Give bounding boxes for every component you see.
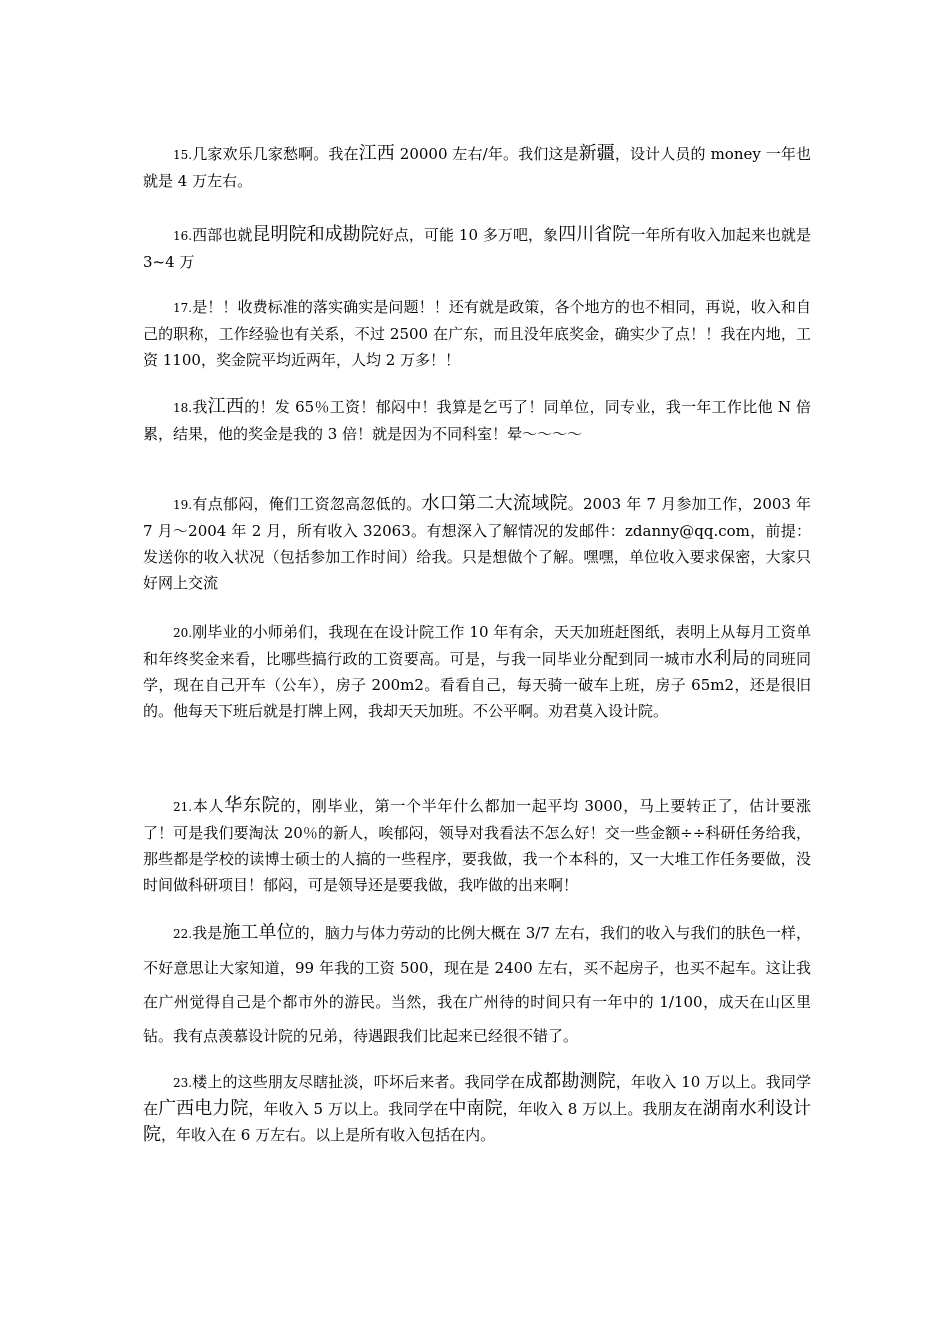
post-number: 16. bbox=[173, 229, 193, 243]
post-text: 一年所有收入加起来也就是 3~4 万 bbox=[143, 226, 811, 271]
highlight-institute: 水利局 bbox=[694, 648, 750, 669]
highlight-place: 江西 bbox=[207, 396, 245, 417]
post-22 bbox=[143, 916, 811, 1053]
post-text: ，年收入 8 万以上。我朋友在 bbox=[502, 1100, 703, 1118]
post-15 bbox=[143, 141, 811, 194]
post-19 bbox=[143, 491, 811, 596]
highlight-institute: 水口第二大流域院 bbox=[421, 493, 568, 514]
post-text: 我是 bbox=[192, 924, 223, 942]
highlight-institute: 四川省院 bbox=[558, 224, 631, 245]
highlight-institute: 昆明院和成勘院 bbox=[252, 224, 379, 245]
post-text: 好点，可能 10 多万吧，象 bbox=[378, 226, 559, 244]
post-text: 我 bbox=[192, 398, 208, 416]
highlight-place: 新疆 bbox=[578, 143, 615, 164]
post-number: 17. bbox=[173, 301, 193, 315]
post-17 bbox=[143, 294, 811, 373]
post-text: 20000 左右/年。我们这是 bbox=[394, 145, 579, 163]
post-number: 20. bbox=[173, 626, 193, 640]
post-16 bbox=[143, 222, 811, 275]
post-text: 本人 bbox=[192, 797, 225, 815]
highlight-institute: 施工单位 bbox=[222, 922, 295, 943]
post-text: 的！发 65％工资！郁闷中！我算是乞丐了！同单位，同专业，我一年工作比他 N 倍累，结果，他的奖金是我的 3 倍！就是因为不同科室！晕～～～～ bbox=[143, 398, 811, 443]
highlight-institute: 湖南水利设计院 bbox=[143, 1098, 811, 1145]
post-text: 有点郁闷，俺们工资忽高忽低的。 bbox=[192, 495, 422, 513]
post-text: ，年收入 5 万以上。我同学在 bbox=[248, 1100, 449, 1118]
post-text: 西部也就 bbox=[192, 226, 253, 244]
post-text: 的，脑力与体力劳动的比例大概在 3/7 左右，我们的收入与我们的肤色一样，不好意思让大家知道，99 年我的工资 500，现在是 2400 左右，买不起房子，也买不起车。这让我在广州觉得自己是个都市外的游民。当然，我在广州待的时间只有一年中的 1/100，成天在山区里钻。我有点羡慕设计院的兄弟，待遇跟我们比起来已经很不错了。 bbox=[143, 924, 811, 1045]
highlight-institute: 华东院 bbox=[224, 795, 281, 816]
post-number: 19. bbox=[173, 498, 193, 512]
post-text: 几家欢乐几家愁啊。我在 bbox=[192, 145, 359, 163]
highlight-institute: 广西电力院 bbox=[158, 1098, 249, 1119]
post-text: ，年收入在 6 万左右。以上是所有收入包括在内。 bbox=[161, 1126, 496, 1144]
post-number: 18. bbox=[173, 401, 193, 415]
post-number: 23. bbox=[173, 1076, 193, 1090]
post-text: 的同班同学，现在自己开车（公车），房子 200m2。看看自己，每天骑一破车上班，房子 65m2，还是很旧的。他每天下班后就是打牌上网，我却天天加班。不公平啊。劝君莫入设计院。 bbox=[143, 650, 811, 720]
post-text: 楼上的这些朋友尽瞎扯淡，吓坏后来者。我同学在 bbox=[192, 1073, 526, 1091]
post-23 bbox=[143, 1069, 811, 1148]
post-text: 是！！收费标准的落实确实是问题！！还有就是政策，各个地方的也不相同，再说，收入和自己的职称，工作经验也有关系，不过 2500 在广东，而且没年底奖金，确实少了点！！我在内地，工资 1100，奖金院平均近两年，人均 2 万多！！ bbox=[143, 298, 811, 369]
post-number: 21. bbox=[173, 800, 193, 814]
post-number: 22. bbox=[173, 927, 193, 941]
post-text: 刚毕业的小师弟们，我现在在设计院工作 10 年有余，天天加班赶图纸，表明上从每月工资单和年终奖金来看，比哪些搞行政的工资要高。可是，与我一同毕业分配到同一城市 bbox=[143, 623, 811, 668]
post-text: 。2003 年 7 月参加工作，2003 年 7 月～2004 年 2 月，所有收入 32063。有想深入了解情况的发邮件：zdanny@qq.com，前提：发送你的收入状况（包括参加工作时间）给我。只是想做个了解。嘿嘿，单位收入要求保密，大家只好网上交流 bbox=[143, 495, 812, 592]
post-21 bbox=[143, 793, 811, 898]
post-text: ，年收入 10 万以上。我同学在 bbox=[143, 1073, 812, 1118]
post-text: ，设计人员的 money 一年也就是 4 万左右。 bbox=[143, 145, 811, 190]
post-text: 的，刚毕业，第一个半年什么都加一起平均 3000，马上要转正了，估计要涨了！可是我们要淘汰 20％的新人，唉郁闷，领导对我看法不怎么好！交一些金额÷÷科研任务给我，那些都是学校的读博士硕士的人搞的一些程序，要我做，我一个本科的，又一大堆工作任务要做，没时间做科研项目！郁闷，可是领导还是要我做，我咋做的出来啊！ bbox=[143, 797, 812, 894]
highlight-place: 江西 bbox=[358, 143, 395, 164]
post-20 bbox=[143, 619, 811, 724]
post-number: 15. bbox=[173, 148, 193, 162]
post-18 bbox=[143, 394, 811, 447]
highlight-institute: 成都勘测院 bbox=[525, 1071, 616, 1092]
highlight-institute: 中南院 bbox=[448, 1098, 503, 1119]
